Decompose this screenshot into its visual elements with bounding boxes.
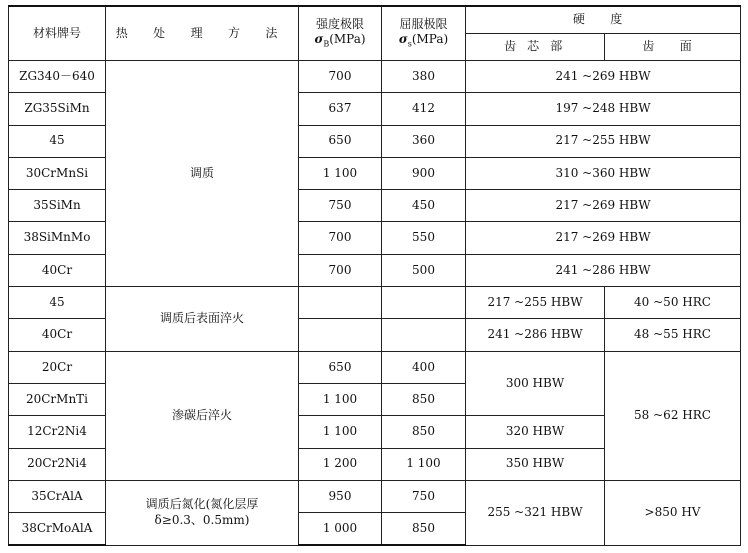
material-cell: 12Cr2Ni4	[9, 416, 106, 448]
strength-cell: 637	[299, 93, 382, 125]
hardness-cell: 241 ~269 HBW	[466, 61, 741, 93]
strength-cell: 950	[299, 480, 382, 512]
core-hardness-cell: 350 HBW	[466, 448, 605, 480]
core-hardness-cell: 217 ~255 HBW	[466, 287, 605, 319]
strength-cell: 750	[299, 190, 382, 222]
material-cell: 38SiMnMo	[9, 222, 106, 254]
strength-cell	[299, 319, 382, 351]
header-surface: 齿 面	[605, 33, 741, 60]
strength-cell: 1 200	[299, 448, 382, 480]
material-cell: 45	[9, 125, 106, 157]
method-cell: 渗碳后淬火	[106, 351, 299, 480]
yield-cell: 380	[382, 61, 466, 93]
yield-cell: 550	[382, 222, 466, 254]
yield-cell: 850	[382, 383, 466, 415]
table-row	[9, 61, 741, 93]
material-cell: 35CrAlA	[9, 480, 106, 512]
material-cell: 20Cr	[9, 351, 106, 383]
method-cell: 调质	[106, 61, 299, 287]
material-properties-table	[8, 5, 741, 546]
yield-cell: 450	[382, 190, 466, 222]
method-cell: 调质后氮化(氮化层厚 δ≥0.3、0.5mm)	[106, 480, 299, 545]
material-cell: 20CrMnTi	[9, 383, 106, 415]
yield-cell	[382, 287, 466, 319]
yield-cell: 850	[382, 416, 466, 448]
material-cell: 20Cr2Ni4	[9, 448, 106, 480]
yield-cell: 400	[382, 351, 466, 383]
material-cell: 40Cr	[9, 254, 106, 286]
header-heat-treatment: 热 处 理 方 法	[106, 6, 299, 61]
strength-cell: 1 100	[299, 157, 382, 189]
yield-cell: 750	[382, 480, 466, 512]
yield-cell: 500	[382, 254, 466, 286]
surface-hardness-cell: 58 ~62 HRC	[605, 351, 741, 480]
surface-hardness-cell: >850 HV	[605, 480, 741, 545]
header-row-1	[9, 6, 741, 33]
core-hardness-cell: 300 HBW	[466, 351, 605, 416]
surface-hardness-cell: 48 ~55 HRC	[605, 319, 741, 351]
surface-hardness-cell: 40 ~50 HRC	[605, 287, 741, 319]
yield-cell: 412	[382, 93, 466, 125]
strength-cell: 1 100	[299, 416, 382, 448]
yield-cell	[382, 319, 466, 351]
strength-cell: 700	[299, 254, 382, 286]
strength-cell: 700	[299, 61, 382, 93]
strength-cell: 650	[299, 125, 382, 157]
table-row	[9, 287, 741, 319]
header-core: 齿 芯 部	[466, 33, 605, 60]
material-cell: 38CrMoAlA	[9, 513, 106, 545]
material-cell: 45	[9, 287, 106, 319]
table-row	[9, 480, 741, 512]
hardness-cell: 217 ~269 HBW	[466, 222, 741, 254]
strength-cell: 650	[299, 351, 382, 383]
hardness-cell: 217 ~255 HBW	[466, 125, 741, 157]
hardness-cell: 310 ~360 HBW	[466, 157, 741, 189]
strength-cell: 1 100	[299, 383, 382, 415]
strength-cell: 1 000	[299, 513, 382, 545]
header-material: 材料牌号	[9, 6, 106, 61]
yield-cell: 850	[382, 513, 466, 545]
material-cell: 30CrMnSi	[9, 157, 106, 189]
header-yield-limit: 屈服极限 $\sigma_s(MPa)$	[382, 6, 466, 61]
table-row	[9, 351, 741, 383]
strength-cell: 700	[299, 222, 382, 254]
yield-cell: 360	[382, 125, 466, 157]
yield-cell: 900	[382, 157, 466, 189]
material-cell: 40Cr	[9, 319, 106, 351]
header-hardness: 硬 度	[466, 6, 741, 33]
strength-cell	[299, 287, 382, 319]
material-cell: ZG35SiMn	[9, 93, 106, 125]
core-hardness-cell: 255 ~321 HBW	[466, 480, 605, 545]
core-hardness-cell: 241 ~286 HBW	[466, 319, 605, 351]
hardness-cell: 241 ~286 HBW	[466, 254, 741, 286]
hardness-cell: 217 ~269 HBW	[466, 190, 741, 222]
material-cell: ZG340－640	[9, 61, 106, 93]
yield-cell: 1 100	[382, 448, 466, 480]
method-cell: 调质后表面淬火	[106, 287, 299, 352]
hardness-cell: 197 ~248 HBW	[466, 93, 741, 125]
core-hardness-cell: 320 HBW	[466, 416, 605, 448]
header-strength-limit: 强度极限 $\sigma_B(MPa)$	[299, 6, 382, 61]
material-cell: 35SiMn	[9, 190, 106, 222]
